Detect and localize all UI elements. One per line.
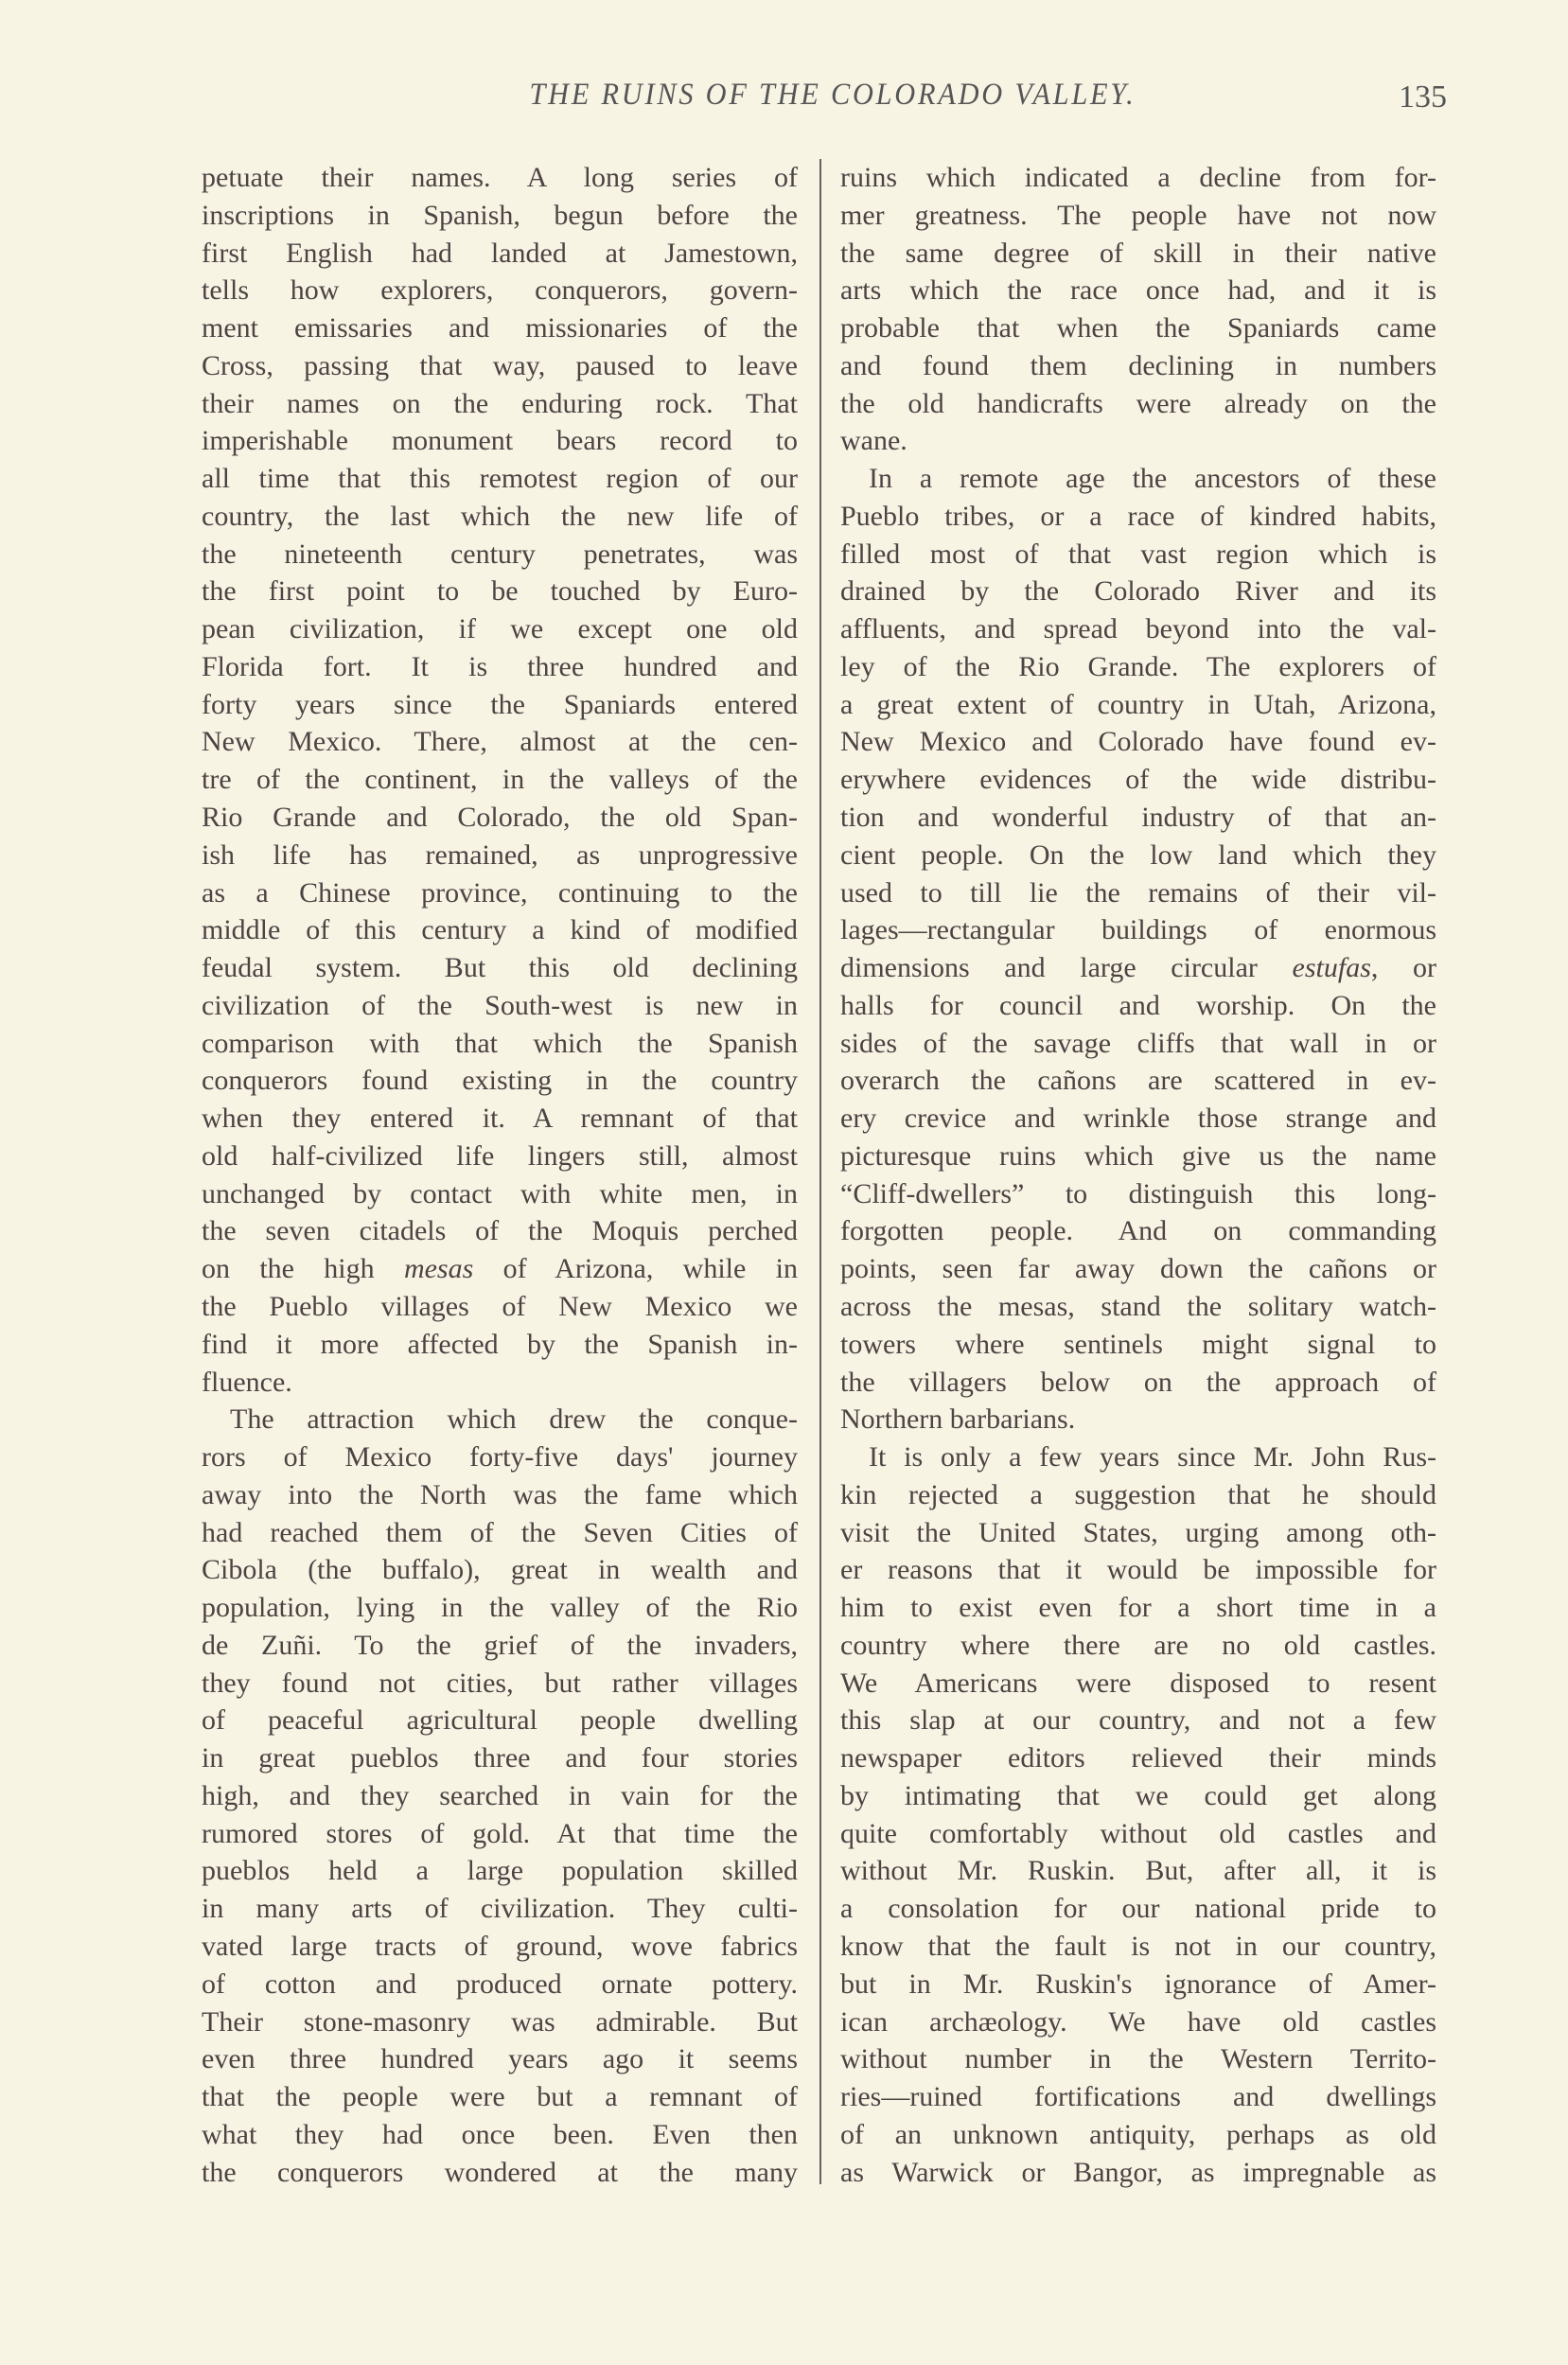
text-line: halls for council and worship. On the xyxy=(840,989,1436,1021)
text-line: The attraction which drew the conque- xyxy=(230,1403,798,1436)
text-segment: , or xyxy=(1370,952,1436,984)
text-line: forty years since the Spaniards entered xyxy=(202,688,798,720)
text-line: country, the last which the new life of xyxy=(202,500,798,532)
text-line: inscriptions in Spanish, begun before the xyxy=(202,199,798,231)
text-line: in great pueblos three and four stories xyxy=(202,1742,798,1774)
text-line: mer greatness. The people have not now xyxy=(840,199,1436,231)
text-segment: dimensions and large circular xyxy=(840,952,1293,984)
text-line: tre of the continent, in the valleys of the xyxy=(202,764,798,796)
text-line: sides of the savage cliffs that wall in or xyxy=(840,1027,1436,1059)
text-line: erywhere evidences of the wide distribu- xyxy=(840,764,1436,796)
text-line: visit the United States, urging among oth- xyxy=(840,1516,1436,1548)
text-line: “Cliff-dwellers” to distinguish this long- xyxy=(840,1177,1436,1209)
text-line: the villagers below on the approach of xyxy=(840,1366,1436,1398)
text-line: quite comfortably without old castles and xyxy=(840,1817,1436,1849)
text-line: unchanged by contact with white men, in xyxy=(202,1177,798,1209)
text-line: filled most of that vast region which is xyxy=(840,538,1436,570)
text-line: ican archæology. We have old castles xyxy=(840,2005,1436,2038)
text-line: when they entered it. A remnant of that xyxy=(202,1103,798,1135)
text-line: vated large tracts of ground, wove fabrics xyxy=(202,1930,798,1962)
text-line: Cibola (the buffalo), great in wealth and xyxy=(202,1554,798,1586)
text-line: Cross, passing that way, paused to leave xyxy=(202,349,798,381)
text-line: and found them declining in numbers xyxy=(840,349,1436,381)
text-line: but in Mr. Ruskin's ignorance of Amer- xyxy=(840,1968,1436,2000)
paragraph xyxy=(202,1401,798,2191)
italic-term: estufas xyxy=(1292,952,1371,984)
italic-term: mesas xyxy=(403,1253,474,1285)
text-line: picturesque ruins which give us the name xyxy=(840,1139,1436,1172)
text-line: drained by the Colorado River and its xyxy=(840,575,1436,608)
text-line: high, and they searched in vain for the xyxy=(202,1779,798,1811)
text-line: overarch the cañons are scattered in ev- xyxy=(840,1065,1436,1097)
text-line: of cotton and produced ornate pottery. xyxy=(202,1968,798,2000)
text-line: the seven citadels of the Moquis perched xyxy=(202,1215,798,1247)
text-line: cient people. On the low land which they xyxy=(840,838,1436,871)
text-line: New Mexico and Colorado have found ev- xyxy=(840,726,1436,758)
text-line: the nineteenth century penetrates, was xyxy=(202,538,798,570)
text-line: arts which the race once had, and it is xyxy=(840,274,1436,307)
text-line: points, seen far away down the cañons or xyxy=(840,1253,1436,1285)
text-line: conquerors found existing in the country xyxy=(202,1065,798,1097)
text-line: Florida fort. It is three hundred and xyxy=(202,650,798,682)
text-line: ruins which indicated a decline from for- xyxy=(840,162,1436,193)
text-line: towers where sentinels might signal to xyxy=(840,1328,1436,1360)
text-line: in many arts of civilization. They culti- xyxy=(202,1893,798,1925)
text-line: ment emissaries and missionaries of the xyxy=(202,312,798,344)
text-line: even three hundred years ago it seems xyxy=(202,2043,798,2075)
text-line: New Mexico. There, almost at the cen- xyxy=(202,726,798,758)
text-line: all time that this remotest region of our xyxy=(202,463,798,495)
text-line: the same degree of skill in their native xyxy=(840,237,1436,269)
text-line: across the mesas, stand the solitary watch- xyxy=(840,1290,1436,1322)
text-line: this slap at our country, and not a few xyxy=(840,1704,1436,1737)
text-line: In a remote age the ancestors of these xyxy=(869,463,1436,495)
text-line: rumored stores of gold. At that time the xyxy=(202,1817,798,1849)
text-line: first English had landed at Jamestown, xyxy=(202,237,798,269)
text-line: tion and wonderful industry of that an- xyxy=(840,802,1436,834)
text-line: It is only a few years since Mr. John Rus- xyxy=(869,1441,1436,1474)
text-line: find it more affected by the Spanish in- xyxy=(202,1328,798,1360)
text-line: as a Chinese province, continuing to the xyxy=(202,876,798,909)
text-line: We Americans were disposed to resent xyxy=(840,1667,1436,1699)
text-line: middle of this century a kind of modified xyxy=(202,914,798,946)
text-line: probable that when the Spaniards came xyxy=(840,312,1436,344)
text-line: had reached them of the Seven Cities of xyxy=(202,1516,798,1548)
text-line: a great extent of country in Utah, Arizona, xyxy=(840,688,1436,720)
text-line: the conquerors wondered at the many xyxy=(202,2156,798,2188)
paragraph xyxy=(202,159,798,1401)
text-line: rors of Mexico forty-five days' journey xyxy=(202,1441,798,1474)
text-line: without number in the Western Territo- xyxy=(840,2043,1436,2075)
column-divider xyxy=(819,159,821,2184)
paragraph xyxy=(840,159,1436,460)
paragraph xyxy=(840,1438,1436,2191)
text-line: comparison with that which the Spanish xyxy=(202,1027,798,1059)
text-line: Their stone-masonry was admirable. But xyxy=(202,2005,798,2038)
text-line: a consolation for our national pride to xyxy=(840,1893,1436,1925)
text-line: without Mr. Ruskin. But, after all, it is xyxy=(840,1855,1436,1887)
page-number: 135 xyxy=(1399,79,1447,115)
text-line: tells how explorers, conquerors, govern- xyxy=(202,274,798,307)
running-title: THE RUINS OF THE COLORADO VALLEY. xyxy=(529,78,1136,112)
text-segment: on the high xyxy=(202,1253,404,1285)
text-line: old half-civilized life lingers still, almost xyxy=(202,1139,798,1172)
text-line: lages—rectangular buildings of enormous xyxy=(840,914,1436,946)
text-line: Northern barbarians. xyxy=(840,1403,1076,1436)
text-line: feudal system. But this old declining xyxy=(202,952,798,984)
text-line: ley of the Rio Grande. The explorers of xyxy=(840,650,1436,682)
text-line: kin rejected a suggestion that he should xyxy=(840,1478,1436,1510)
text-line: newspaper editors relieved their minds xyxy=(840,1742,1436,1774)
text-line: Pueblo tribes, or a race of kindred habits, xyxy=(840,500,1436,532)
text-line: that the people were but a remnant of xyxy=(202,2081,798,2113)
text-line: forgotten people. And on commanding xyxy=(840,1215,1436,1247)
text-line: the Pueblo villages of New Mexico we xyxy=(202,1290,798,1322)
left-column xyxy=(202,159,798,2191)
text-line: of an unknown antiquity, perhaps as old xyxy=(840,2118,1436,2150)
text-line: country where there are no old castles. xyxy=(840,1629,1436,1661)
text-line: civilization of the South-west is new in xyxy=(202,989,798,1021)
text-line: ries—ruined fortifications and dwellings xyxy=(840,2081,1436,2113)
text-line xyxy=(840,949,1436,987)
text-line: by intimating that we could get along xyxy=(840,1779,1436,1811)
text-line: population, lying in the valley of the Rio xyxy=(202,1592,798,1624)
text-line: de Zuñi. To the grief of the invaders, xyxy=(202,1629,798,1661)
text-line: pean civilization, if we except one old xyxy=(202,613,798,645)
text-line: petuate their names. A long series of xyxy=(202,162,798,193)
text-line: the old handicrafts were already on the xyxy=(840,387,1436,419)
text-segment: of Arizona, while in xyxy=(473,1253,798,1285)
right-column xyxy=(840,159,1436,2191)
text-line: what they had once been. Even then xyxy=(202,2118,798,2150)
text-line: away into the North was the fame which xyxy=(202,1478,798,1510)
text-line: imperishable monument bears record to xyxy=(202,425,798,457)
paragraph xyxy=(840,460,1436,1438)
text-line: pueblos held a large population skilled xyxy=(202,1855,798,1887)
text-line xyxy=(202,1250,798,1288)
text-line: they found not cities, but rather villages xyxy=(202,1667,798,1699)
text-line: er reasons that it would be impossible for xyxy=(840,1554,1436,1586)
text-line: their names on the enduring rock. That xyxy=(202,387,798,419)
text-line: used to till lie the remains of their vil- xyxy=(840,876,1436,909)
text-line: know that the fault is not in our country, xyxy=(840,1930,1436,1962)
text-line: Rio Grande and Colorado, the old Span- xyxy=(202,802,798,834)
text-line: him to exist even for a short time in a xyxy=(840,1592,1436,1624)
text-line: the first point to be touched by Euro- xyxy=(202,575,798,608)
text-line: ery crevice and wrinkle those strange and xyxy=(840,1103,1436,1135)
text-line: affluents, and spread beyond into the val- xyxy=(840,613,1436,645)
text-line: fluence. xyxy=(202,1366,292,1398)
text-line: wane. xyxy=(840,425,907,457)
text-line: ish life has remained, as unprogressive xyxy=(202,838,798,871)
text-line: as Warwick or Bangor, as impregnable as xyxy=(840,2156,1436,2188)
text-line: of peaceful agricultural people dwelling xyxy=(202,1704,798,1737)
